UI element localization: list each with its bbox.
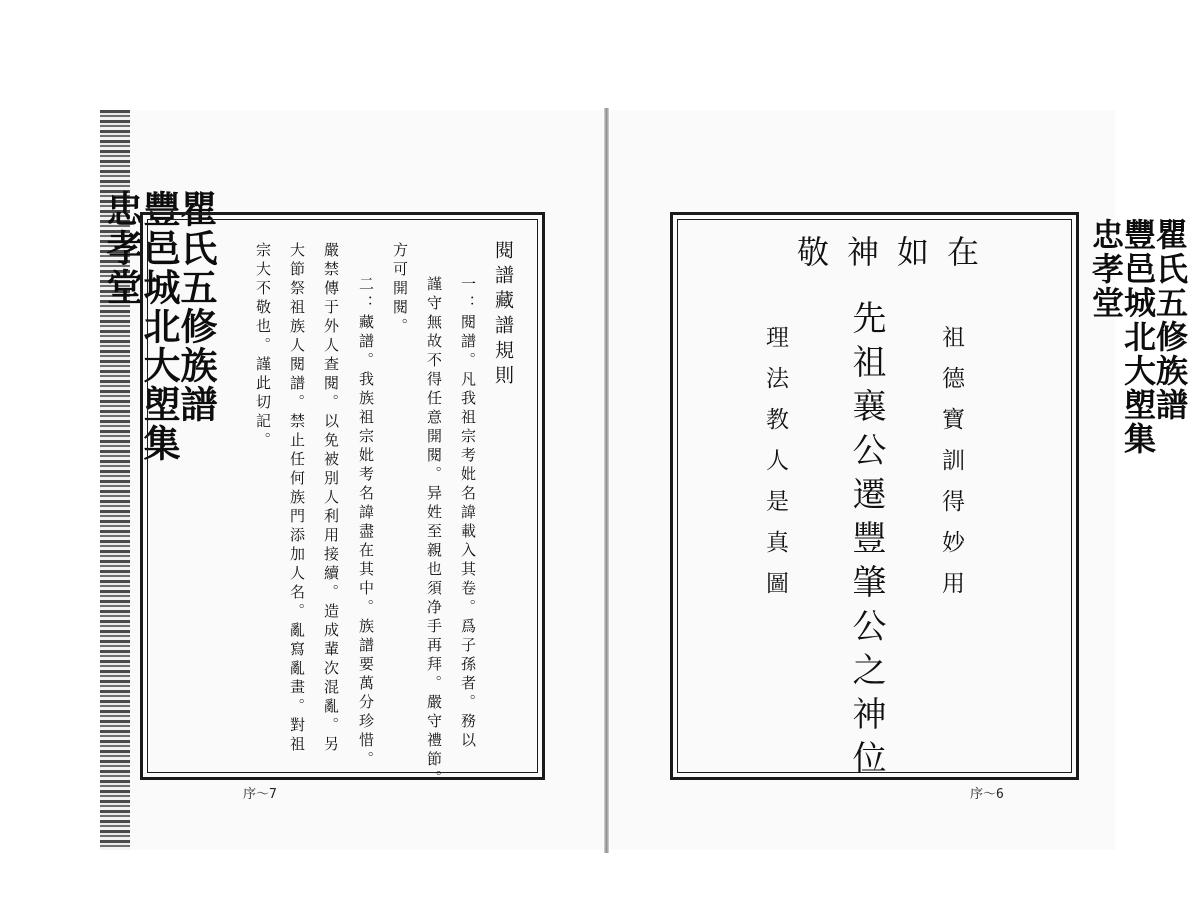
rules-line-6: 大節祭祖族人閱譜。禁止任何族門添加人名。亂寫亂畫。對祖 xyxy=(288,242,306,755)
rules-line-2: 謹守無故不得任意開閱。异姓至親也須净手再拜。嚴守禮節。 xyxy=(425,276,443,789)
rules-line-5: 嚴禁傳于外人查閱。以免被別人利用接續。造成輩次混亂。另 xyxy=(322,242,340,755)
spine-title-top: 瞿氏五修族譜 xyxy=(1151,218,1189,422)
rules-title: 閱譜藏譜規則 xyxy=(492,240,514,390)
rules-line-4: 二：藏譜。我族祖宗妣考名諱盡在其中。族譜要萬分珍惜。 xyxy=(357,276,375,770)
left-folio: 序～7 xyxy=(243,787,277,802)
ancestral-tablet-inscription: 先祖襄公遷豐肇公之神位 xyxy=(846,300,886,784)
rules-line-3: 方可開閱。 xyxy=(391,242,409,337)
left-page-frame xyxy=(140,212,545,780)
spine-title-top: 瞿氏五修族譜 xyxy=(174,190,217,424)
couplet-right: 祖德寶訓得妙用 xyxy=(938,325,964,612)
spine-title-bottom: 忠孝堂 xyxy=(1087,218,1125,320)
spine-title-mid: 豐邑城北大塱集 xyxy=(1119,218,1157,456)
spine-title-mid: 豐邑城北大塱集 xyxy=(137,190,180,463)
rules-line-1: 一：閱譜。凡我祖宗考妣名諱載入其卷。爲子孫者。務以 xyxy=(459,276,477,751)
book-gutter xyxy=(604,108,609,853)
altar-heading: 敬神如在 xyxy=(797,233,998,271)
rules-line-7: 宗大不敬也。謹此切記。 xyxy=(254,242,272,451)
spine-title-bottom: 忠孝堂 xyxy=(100,190,143,307)
right-folio: 序～6 xyxy=(970,787,1004,802)
right-spine-title xyxy=(1087,218,1189,456)
couplet-left: 理法教人是真圖 xyxy=(762,325,788,612)
